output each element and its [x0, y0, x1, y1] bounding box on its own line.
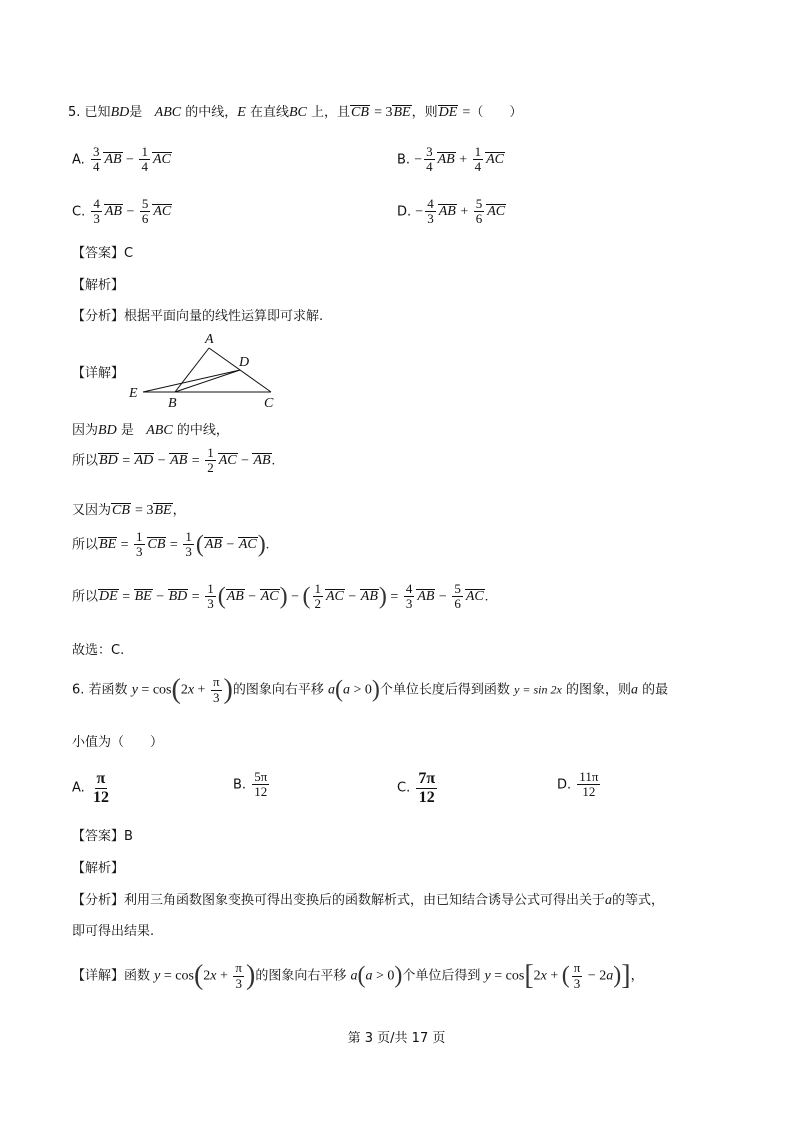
triangle-figure — [125, 330, 280, 410]
q5-option-b: B. − $\frac{3}{4}$ AB + $\frac{1}{4}$ AC — [397, 144, 505, 175]
q5-xiangjie-label: 【详解】 — [72, 366, 125, 381]
edge-ed — [143, 370, 240, 392]
point-d-label: D — [239, 355, 250, 370]
point-e-label: E — [129, 386, 138, 401]
q5-step-1: 因为BD 是 ABC 的中线， — [72, 423, 229, 438]
q6-option-b: B. $\frac{5\pi}{12}$ — [233, 769, 268, 800]
q5-option-d: D. − $\frac{4}{3}$ AB + $\frac{5}{6}$ AC — [397, 196, 506, 227]
q6-option-c: C. $\frac{7\pi}{12}$ — [397, 770, 436, 806]
q5-option-c: C. $\frac{4}{3}$ AB − $\frac{5}{6}$ AC — [72, 196, 172, 227]
q5-answer: 【答案】C — [72, 246, 134, 261]
q6-option-d: D. $\frac{11\pi}{12}$ — [557, 769, 599, 800]
edge-ab — [175, 348, 209, 392]
q5-step-3: 又因为CB = 3BE， — [72, 503, 186, 518]
q6-analysis-label: 【解析】 — [72, 861, 125, 876]
edge-bd — [175, 370, 240, 392]
q5-fenxi: 【分析】根据平面向量的线性运算即可求解. — [72, 309, 324, 324]
q5-step-5: 所以DE = BE − BD = $\frac{1}{3}$ (AB − AC) − ( $\frac{1}{2}$ AC − AB) = $\frac{4}{3}$ AB − $\frac{5}{6}$ AC. — [72, 581, 489, 612]
fraction: $\frac{3}{4}$ — [92, 144, 100, 175]
q5-option-a: A. $\frac{3}{4}$ AB − $\frac{1}{4}$ AC — [72, 144, 171, 175]
page-footer: 第 3 页/共 17 页 — [347, 1031, 446, 1046]
q6-stem-line1: 6. 若函数 y = cos(2x + $\frac{\pi}{3}$ )的图象向右平移 a(a > 0)个单位长度后得到函数 y = sin 2x 的图象，则a 的最 — [72, 674, 669, 705]
point-b-label: B — [168, 396, 177, 410]
q6-option-a: A. $\frac{\pi}{12}$ — [72, 770, 109, 806]
q5-step-2: 所以BD = AD − AB = $\frac{1}{2}$ AC − AB. — [72, 445, 276, 476]
point-a-label: A — [205, 332, 214, 347]
q6-stem-line2: 小值为（ ） — [72, 735, 164, 750]
q5-stem: 5. 已知BD是 ABC 的中线，E 在直线BC 上，且CB = 3BE，则DE =（ ） — [68, 105, 523, 120]
q6-xiangjie: 【详解】函数 y = cos(2x + $\frac{\pi}{3}$ )的图象向右平移 a(a > 0)个单位后得到 y = cos[2x + ( $\frac{\pi}{3}$ − 2a)]， — [72, 960, 644, 991]
q6-fenxi-cont: 即可得出结果. — [72, 924, 155, 939]
q5-number: 5. — [68, 105, 81, 120]
q5-choose: 故选：C. — [72, 643, 125, 658]
point-c-label: C — [264, 396, 274, 410]
q6-answer: 【答案】B — [72, 829, 133, 844]
q6-fenxi: 【分析】利用三角函数图象变换可得出变换后的函数解析式，由已知结合诱导公式可得出关于a的等式， — [72, 893, 665, 908]
q5-analysis-label: 【解析】 — [72, 278, 125, 293]
q5-step-4: 所以BE = $\frac{1}{3}$ CB = $\frac{1}{3}$ (AB − AC). — [72, 529, 270, 560]
